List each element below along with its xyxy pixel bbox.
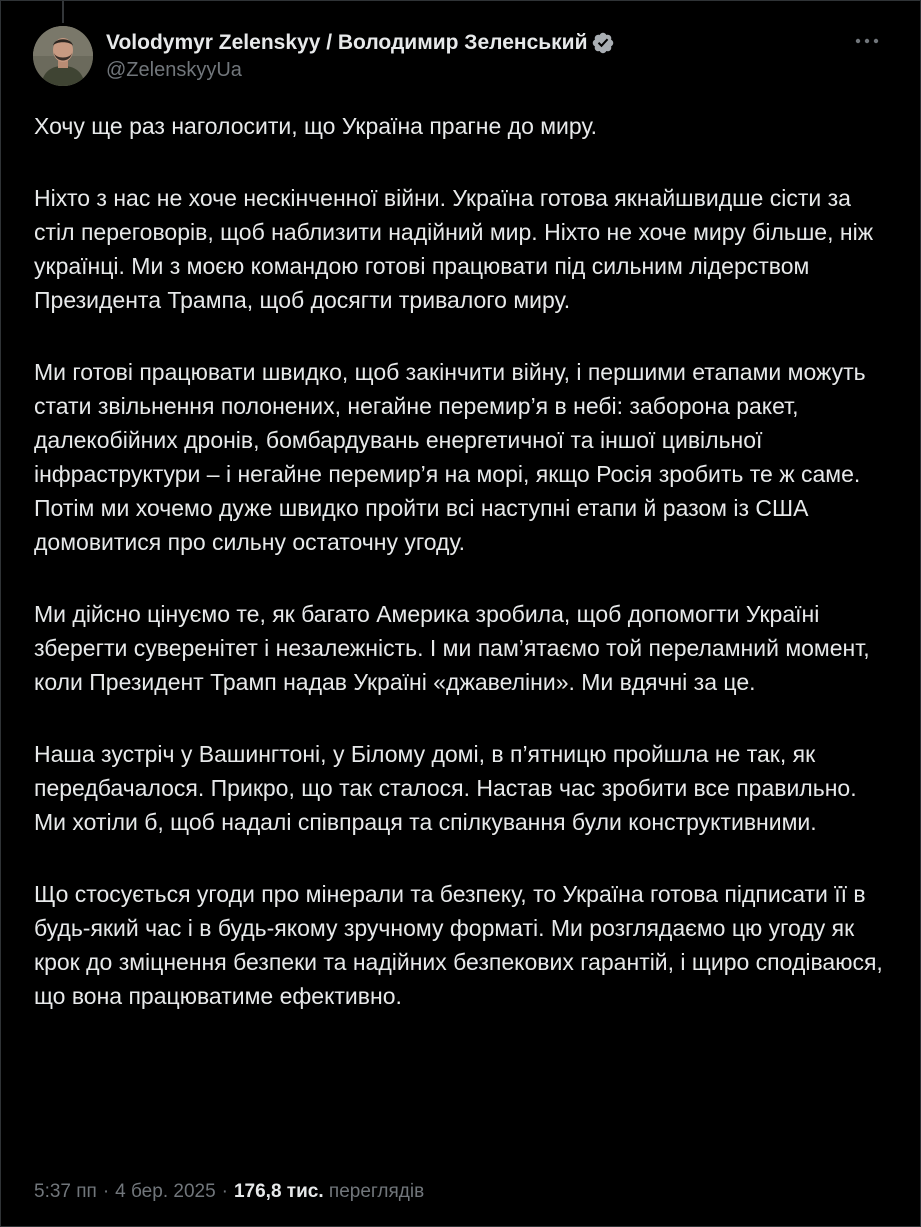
- meta-separator: ·: [102, 1181, 110, 1202]
- avatar[interactable]: [33, 26, 93, 86]
- more-options-icon[interactable]: [852, 29, 882, 53]
- author-header: [106, 29, 826, 82]
- tweet-metadata: [34, 1181, 424, 1203]
- views-label: переглядів: [328, 1181, 425, 1202]
- tweet-paragraph: Ніхто з нас не хоче нескінченної війни. Україна готова якнайшвидше сісти за стіл переговорів, щоб наблизити надійний мир. Ніхто не хоче миру більше, ніж українці. Ми з моєю командою готові працювати під сильним лідерством Президента Трампа, щоб досягти тривалого миру.: [34, 185, 874, 313]
- verified-badge-icon[interactable]: [591, 31, 615, 55]
- views-count[interactable]: 176,8 тис.: [233, 1181, 324, 1202]
- tweet-paragraph: Ми дійсно цінуємо те, як багато Америка зробила, щоб допомогти Україні зберегти суверенітет і незалежність. І ми пам’ятаємо той переламний момент, коли Президент Трамп надав Україні «джавеліни». Ми вдячні за це.: [34, 601, 870, 695]
- thread-connector-line: [62, 1, 64, 23]
- tweet-paragraph: Хочу ще раз наголосити, що Україна прагне до миру.: [34, 113, 598, 139]
- author-display-name[interactable]: Volodymyr Zelenskyy / Володимир Зеленський: [106, 31, 588, 54]
- tweet-paragraph: Ми готові працювати швидко, щоб закінчити війну, і першими етапами можуть стати звільнення полонених, негайне перемир’я в небі: заборона ракет, далекобійних дронів, бомбардувань енергетичної та іншої цивільної інфраструктури – і негайне перемир’я на морі, якщо Росія зробить те ж саме. Потім ми хочемо дуже швидко пройти всі наступні етапи й разом із США домовитися про сильну остаточну угоду.: [34, 359, 866, 555]
- tweet-time[interactable]: 5:37 пп: [34, 1181, 97, 1202]
- tweet-paragraph: Що стосується угоди про мінерали та безпеку, то Україна готова підписати її в будь-який час і в будь-якому зручному форматі. Ми розглядаємо цю угоду як крок до зміцнення безпеки та надійних безпекових гарантій, і щиро сподіваюся, що вона працюватиме ефективно.: [34, 881, 883, 1009]
- meta-separator: ·: [221, 1181, 228, 1202]
- avatar-photo-icon: [33, 26, 93, 86]
- tweet-text: [34, 109, 894, 1013]
- author-handle[interactable]: @ZelenskyyUa: [106, 59, 242, 81]
- tweet-date[interactable]: 4 бер. 2025: [115, 1181, 216, 1202]
- tweet-paragraph: Наша зустріч у Вашингтоні, у Білому домі, в п’ятницю пройшла не так, як передбачалося. Прикро, що так сталося. Настав час зробити все правильно. Ми хотіли б, щоб надалі співпраця та спілкування були конструктивними.: [34, 741, 857, 835]
